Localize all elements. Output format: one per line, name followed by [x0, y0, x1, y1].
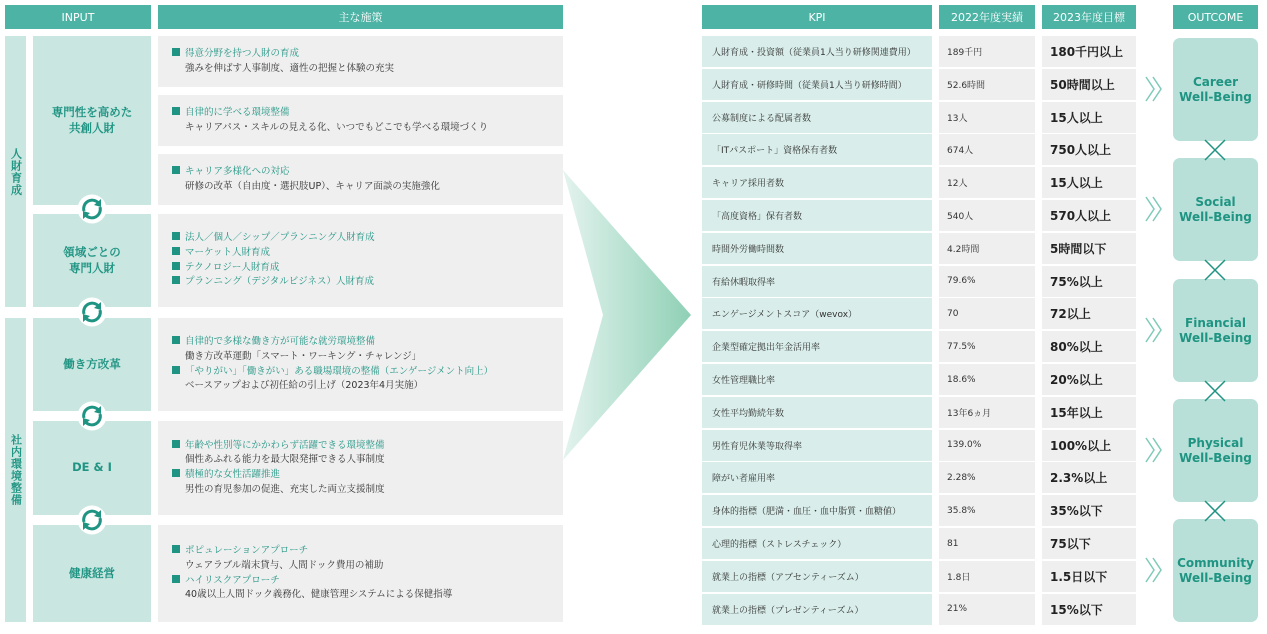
square-bullet-icon: [172, 545, 180, 553]
group-label-hr-development: 人財育成: [5, 36, 26, 307]
kpi-row: [702, 331, 1136, 362]
group-label-environment: 社内環境整備: [5, 318, 26, 622]
square-bullet-icon: [172, 107, 180, 115]
double-chevron-icon: [1144, 437, 1164, 463]
cross-icon: [1202, 137, 1228, 163]
measure-box: [158, 95, 563, 146]
square-bullet-icon: [172, 469, 180, 477]
kpi-target-value: 570人以上: [1042, 200, 1136, 231]
square-bullet-icon: [172, 440, 180, 448]
big-right-arrow-icon: [563, 170, 693, 460]
square-bullet-icon: [172, 166, 180, 174]
kpi-name: 女性平均勤続年数: [702, 397, 932, 428]
kpi-row: [702, 397, 1136, 428]
kpi-actual-value: 1.8日: [939, 561, 1035, 592]
kpi-row: [702, 561, 1136, 592]
kpi-actual-value: 18.6%: [939, 364, 1035, 395]
measures-header: 主な施策: [158, 5, 563, 29]
kpi-actual-value: 70: [939, 298, 1035, 329]
kpi-header: KPI: [702, 5, 932, 29]
square-bullet-icon: [172, 247, 180, 255]
kpi-target-value: 15人以上: [1042, 102, 1136, 133]
kpi-row: [702, 69, 1136, 100]
measure-detail: 研修の改革（自由度・選択肢UP）、キャリア面談の実施強化: [185, 180, 440, 192]
kpi-name: 身体的指標（肥満・血圧・血中脂質・血糖値）: [702, 495, 932, 526]
category-health-management: 健康経営: [33, 525, 151, 622]
measure-box: [158, 421, 563, 515]
outcome-community: Community Well-Being: [1173, 519, 1258, 622]
measure-heading: キャリア多様化への対応: [172, 165, 563, 180]
outcome-header: OUTCOME: [1173, 5, 1258, 29]
kpi-name: エンゲージメントスコア（wevox）: [702, 298, 932, 329]
kpi-name: 人財育成・投資額（従業員1人当り研修関連費用）: [702, 36, 932, 67]
double-chevron-icon: [1144, 557, 1164, 583]
category-work-style-reform: 働き方改革: [33, 318, 151, 411]
square-bullet-icon: [172, 336, 180, 344]
kpi-actual-value: 81: [939, 528, 1035, 559]
cycle-arrows-icon: [77, 505, 107, 535]
measure-box: [158, 318, 563, 411]
kpi-actual-value: 12人: [939, 167, 1035, 198]
kpi-row: [702, 266, 1136, 297]
cycle-arrows-icon: [77, 297, 107, 327]
kpi-name: 心理的指標（ストレスチェック）: [702, 528, 932, 559]
kpi-target-value: 75以下: [1042, 528, 1136, 559]
kpi-name: 「高度資格」保有者数: [702, 200, 932, 231]
measure-box: [158, 36, 563, 87]
measure-heading: 法人／個人／シップ／プランニング人財育成: [172, 231, 563, 246]
measure-heading: ポピュレーションアプローチ: [172, 544, 563, 559]
actual-header: 2022年度実績: [939, 5, 1035, 29]
measure-detail: 働き方改革運動「スマート・ワーキング・チャレンジ」: [185, 350, 422, 362]
kpi-target-value: 35%以下: [1042, 495, 1136, 526]
kpi-row: [702, 36, 1136, 67]
kpi-name: 公募制度による配属者数: [702, 102, 932, 133]
measure-detail: キャリアパス・スキルの見える化、いつでもどこでも学べる環境づくり: [185, 121, 489, 133]
kpi-target-value: 15人以上: [1042, 167, 1136, 198]
cycle-arrows-icon: [77, 194, 107, 224]
cross-icon: [1202, 257, 1228, 283]
square-bullet-icon: [172, 276, 180, 284]
kpi-target-value: 180千円以上: [1042, 36, 1136, 67]
kpi-actual-value: 13年6ヵ月: [939, 397, 1035, 428]
kpi-row: [702, 594, 1136, 625]
kpi-actual-value: 139.0%: [939, 430, 1035, 461]
kpi-actual-value: 79.6%: [939, 266, 1035, 297]
kpi-row: [702, 364, 1136, 395]
kpi-actual-value: 21%: [939, 594, 1035, 625]
kpi-target-value: 15年以上: [1042, 397, 1136, 428]
category-specialist-co-creation: 専門性を高めた 共創人財: [33, 36, 151, 205]
outcome-physical: Physical Well-Being: [1173, 399, 1258, 502]
double-chevron-icon: [1144, 76, 1164, 102]
cross-icon: [1202, 378, 1228, 404]
outcome-social: Social Well-Being: [1173, 158, 1258, 261]
measure-detail: 強みを伸ばす人事制度、適性の把握と体験の充実: [185, 62, 395, 74]
kpi-actual-value: 4.2時間: [939, 233, 1035, 264]
kpi-actual-value: 77.5%: [939, 331, 1035, 362]
kpi-actual-value: 2.28%: [939, 462, 1035, 493]
measure-box: [158, 154, 563, 205]
cycle-arrows-icon: [77, 401, 107, 431]
category-domain-specialist: 領域ごとの 専門人財: [33, 214, 151, 307]
measure-heading: 積極的な女性活躍推進: [172, 468, 563, 483]
kpi-target-value: 75%以上: [1042, 266, 1136, 297]
kpi-name: 男性育児休業等取得率: [702, 430, 932, 461]
kpi-target-value: 72以上: [1042, 298, 1136, 329]
kpi-target-value: 80%以上: [1042, 331, 1136, 362]
target-header: 2023年度目標: [1042, 5, 1136, 29]
kpi-row: [702, 233, 1136, 264]
measure-box: [158, 214, 563, 307]
measure-heading: プランニング（デジタルビジネス）人財育成: [172, 275, 563, 290]
kpi-target-value: 750人以上: [1042, 134, 1136, 165]
cross-icon: [1202, 498, 1228, 524]
measure-box: [158, 525, 563, 622]
kpi-name: 就業上の指標（アブセンティーズム）: [702, 561, 932, 592]
double-chevron-icon: [1144, 317, 1164, 343]
square-bullet-icon: [172, 232, 180, 240]
measure-detail: 40歳以上人間ドック義務化、健康管理システムによる保健指導: [185, 589, 453, 601]
measure-heading: 得意分野を持つ人財の育成: [172, 47, 563, 62]
kpi-target-value: 100%以上: [1042, 430, 1136, 461]
kpi-row: [702, 200, 1136, 231]
kpi-name: 時間外労働時間数: [702, 233, 932, 264]
measure-heading: テクノロジー人財育成: [172, 261, 563, 276]
kpi-name: 「ITパスポート」資格保有者数: [702, 134, 932, 165]
outcome-career: Career Well-Being: [1173, 38, 1258, 141]
kpi-name: 女性管理職比率: [702, 364, 932, 395]
kpi-actual-value: 189千円: [939, 36, 1035, 67]
input-header: INPUT: [5, 5, 151, 29]
kpi-row: [702, 134, 1136, 165]
kpi-target-value: 5時間以下: [1042, 233, 1136, 264]
kpi-target-value: 20%以上: [1042, 364, 1136, 395]
kpi-actual-value: 52.6時間: [939, 69, 1035, 100]
kpi-target-value: 15%以下: [1042, 594, 1136, 625]
kpi-name: 人財育成・研修時間（従業員1人当り研修時間）: [702, 69, 932, 100]
measure-heading: 自律的に学べる環境整備: [172, 106, 563, 121]
double-chevron-icon: [1144, 196, 1164, 222]
kpi-actual-value: 674人: [939, 134, 1035, 165]
measure-heading: 年齢や性別等にかかわらず活躍できる環境整備: [172, 439, 563, 454]
kpi-name: キャリア採用者数: [702, 167, 932, 198]
measure-heading: ハイリスクアプローチ: [172, 574, 563, 589]
kpi-row: [702, 167, 1136, 198]
measure-heading: マーケット人財育成: [172, 246, 563, 261]
measure-heading: 自律的で多様な働き方が可能な就労環境整備: [172, 335, 563, 350]
square-bullet-icon: [172, 575, 180, 583]
kpi-actual-value: 540人: [939, 200, 1035, 231]
kpi-actual-value: 13人: [939, 102, 1035, 133]
kpi-actual-value: 35.8%: [939, 495, 1035, 526]
kpi-target-value: 50時間以上: [1042, 69, 1136, 100]
kpi-name: 障がい者雇用率: [702, 462, 932, 493]
kpi-name: 有給休暇取得率: [702, 266, 932, 297]
measure-heading: 「やりがい」「働きがい」ある職場環境の整備（エンゲージメント向上）: [172, 365, 563, 380]
measure-detail: 個性あふれる能力を最大限発揮できる人事制度: [185, 454, 385, 466]
kpi-target-value: 2.3%以上: [1042, 462, 1136, 493]
square-bullet-icon: [172, 48, 180, 56]
kpi-row: [702, 495, 1136, 526]
kpi-row: [702, 430, 1136, 461]
measure-detail: ウェアラブル端末貸与、人間ドック費用の補助: [185, 559, 384, 571]
kpi-row: [702, 528, 1136, 559]
kpi-name: 就業上の指標（プレゼンティーズム）: [702, 594, 932, 625]
outcome-financial: Financial Well-Being: [1173, 279, 1258, 382]
square-bullet-icon: [172, 262, 180, 270]
kpi-row: [702, 102, 1136, 133]
measure-detail: 男性の育児参加の促進、充実した両立支援制度: [185, 483, 385, 495]
measure-detail: ベースアップおよび初任給の引上げ（2023年4月実施）: [185, 380, 424, 392]
square-bullet-icon: [172, 366, 180, 374]
category-dei: DE & I: [33, 421, 151, 515]
kpi-target-value: 1.5日以下: [1042, 561, 1136, 592]
kpi-row: [702, 462, 1136, 493]
kpi-row: [702, 298, 1136, 329]
kpi-name: 企業型確定拠出年金活用率: [702, 331, 932, 362]
